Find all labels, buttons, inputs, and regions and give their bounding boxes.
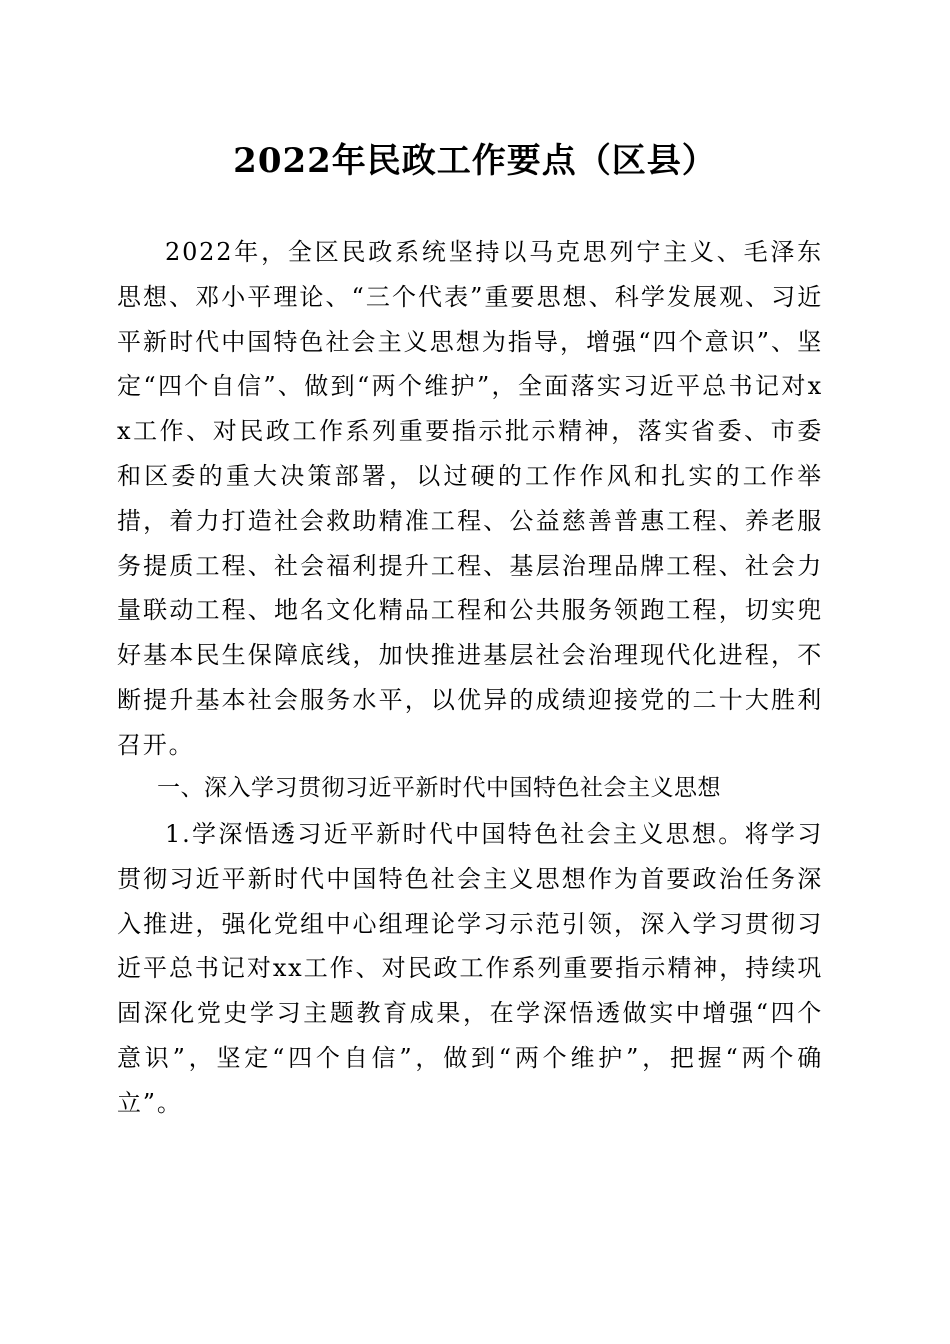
section-heading-1: 一、深入学习贯彻习近平新时代中国特色社会主义思想 (157, 775, 721, 801)
section-1-item-1: 1.学深悟透习近平新时代中国特色社会主义思想。将学习贯彻习近平新时代中国特色社会主义思想作为首要政治任务深入推进，强化党组中心组理论学习示范引领，深入学习贯彻习近平总书记对xx工作、对民政工作系列重要指示精神，持续巩固深化党史学习主题教育成果，在学深悟透做实中增强“四个意识”，坚定“四个自信”，做到“两个维护”，把握“两个确立”。 (117, 820, 823, 1117)
document-title: 2022年民政工作要点（区县） (233, 141, 717, 181)
intro-paragraph: 2022年，全区民政系统坚持以马克思列宁主义、毛泽东思想、邓小平理论、“三个代表”重要思想、科学发展观、习近平新时代中国特色社会主义思想为指导，增强“四个意识”、坚定“四个自信”、做到“两个维护”，全面落实习近平总书记对xx工作、对民政工作系列重要指示批示精神，落实省委、市委和区委的重大决策部署，以过硬的工作作风和扎实的工作举措，着力打造社会救助精准工程、公益慈善普惠工程、养老服务提质工程、社会福利提升工程、基层治理品牌工程、社会力量联动工程、地名文化精品工程和公共服务领跑工程，切实兜好基本民生保障底线，加快推进基层社会治理现代化进程，不断提升基本社会服务水平，以优异的成绩迎接党的二十大胜利召开。 (117, 238, 823, 759)
